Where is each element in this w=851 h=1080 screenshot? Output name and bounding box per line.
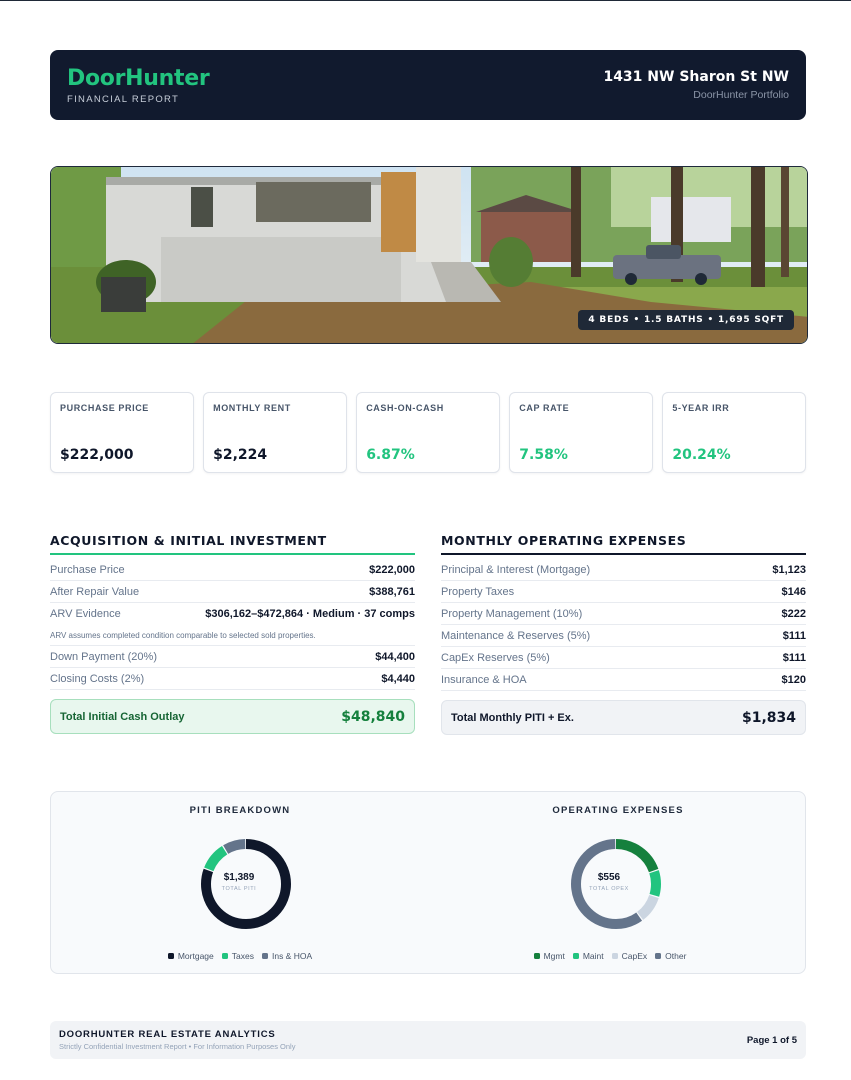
row-label: Property Management (10%) — [441, 607, 583, 620]
legend-item — [222, 951, 254, 961]
portfolio-name: DoorHunter Portfolio — [693, 89, 789, 101]
row-label: Principal & Interest (Mortgage) — [441, 563, 591, 576]
opex-donut — [568, 836, 664, 932]
arv-note: ARV assumes completed condition comparable to selected sold properties. — [50, 625, 415, 646]
report-footer — [50, 1021, 806, 1059]
metric-value: $222,000 — [60, 447, 134, 463]
legend-swatch — [573, 953, 579, 959]
row-value: $111 — [782, 651, 806, 664]
row-label: After Repair Value — [50, 585, 140, 598]
top-border — [0, 0, 851, 1]
table-row — [50, 603, 415, 625]
row-label: CapEx Reserves (5%) — [441, 651, 550, 664]
metric-card-cash-on-cash — [356, 392, 500, 473]
property-photo — [50, 166, 808, 344]
chart-legend — [421, 951, 799, 961]
legend-label: Maint — [582, 951, 604, 961]
total-label: Total Initial Cash Outlay — [60, 710, 185, 723]
legend-label: CapEx — [621, 951, 648, 961]
expenses-section — [441, 533, 806, 735]
row-label: Maintenance & Reserves (5%) — [441, 629, 591, 642]
row-value: $222 — [781, 607, 806, 620]
report-header — [50, 50, 806, 120]
legend-label: Mortgage — [177, 951, 214, 961]
row-label: Insurance & HOA — [441, 673, 527, 686]
donut-center-label: TOTAL OPEX — [589, 886, 629, 892]
property-address: 1431 NW Sharon St NW — [603, 69, 789, 85]
table-row — [50, 559, 415, 581]
legend-label: Other — [665, 951, 687, 961]
legend-label: Mgmt — [543, 951, 565, 961]
footer-disclaimer: Strictly Confidential Investment Report • For Information Purposes Only — [59, 1042, 296, 1051]
total-monthly-expenses — [441, 700, 806, 735]
row-value: $120 — [781, 673, 806, 686]
legend-item — [655, 951, 686, 961]
metric-label: 5-YEAR IRR — [672, 403, 730, 413]
legend-item — [262, 951, 312, 961]
property-specs-badge: 4 BEDS • 1.5 BATHS • 1,695 SQFT — [578, 310, 794, 330]
table-row — [441, 647, 806, 669]
total-cash-outlay — [50, 699, 415, 734]
metric-card-purchase-price — [50, 392, 194, 473]
donut-center-value: $1,389 — [223, 872, 255, 883]
row-value: $111 — [782, 629, 806, 642]
section-title: ACQUISITION & INITIAL INVESTMENT — [50, 533, 415, 555]
total-label: Total Monthly PITI + Ex. — [451, 711, 574, 724]
row-value: $1,123 — [772, 563, 806, 576]
legend-swatch — [262, 953, 268, 959]
donut-center-value: $556 — [597, 872, 621, 883]
legend-item — [168, 951, 214, 961]
report-type: FINANCIAL REPORT — [67, 93, 180, 105]
row-label: Closing Costs (2%) — [50, 672, 145, 685]
legend-item — [612, 951, 648, 961]
donut-center-label: TOTAL PITI — [221, 886, 257, 892]
table-row — [50, 581, 415, 603]
row-value: $388,761 — [369, 585, 415, 598]
opex-chart — [429, 792, 807, 975]
metric-value: 20.24% — [672, 447, 731, 463]
metric-label: CASH-ON-CASH — [366, 403, 444, 413]
legend-swatch — [655, 953, 661, 959]
legend-label: Ins & HOA — [271, 951, 313, 961]
charts-panel — [50, 791, 806, 974]
metric-label: PURCHASE PRICE — [60, 403, 149, 413]
row-label: Purchase Price — [50, 563, 125, 576]
metric-value: 6.87% — [366, 447, 415, 463]
total-value: $48,840 — [341, 708, 405, 725]
table-row — [441, 581, 806, 603]
piti-donut — [198, 836, 294, 932]
legend-swatch — [612, 953, 618, 959]
row-value: $306,162–$472,864 · Medium · 37 comps — [205, 608, 415, 620]
legend-swatch — [222, 953, 228, 959]
brand-logo: DoorHunter — [67, 65, 210, 91]
footer-title: DOORHUNTER REAL ESTATE ANALYTICS — [59, 1029, 276, 1040]
acquisition-section — [50, 533, 415, 734]
row-label: Down Payment (20%) — [50, 650, 157, 663]
section-title: MONTHLY OPERATING EXPENSES — [441, 533, 806, 555]
row-value: $44,400 — [375, 650, 415, 663]
legend-swatch — [168, 953, 174, 959]
table-row — [441, 559, 806, 581]
row-label: Property Taxes — [441, 585, 515, 598]
metric-value: $2,224 — [213, 447, 268, 463]
table-row — [50, 646, 415, 668]
total-value: $1,834 — [741, 709, 796, 726]
metric-label: MONTHLY RENT — [213, 403, 291, 413]
metric-card-irr — [662, 392, 806, 473]
row-value: $146 — [781, 585, 806, 598]
metric-label: CAP RATE — [519, 403, 570, 413]
chart-legend — [51, 951, 429, 961]
table-row — [441, 625, 806, 647]
page-number: Page 1 of 5 — [746, 1034, 797, 1046]
metric-value: 7.58% — [519, 447, 568, 463]
key-metrics — [50, 392, 806, 473]
table-row — [50, 668, 415, 690]
legend-swatch — [534, 953, 540, 959]
table-row — [441, 603, 806, 625]
row-label: ARV Evidence — [50, 608, 121, 620]
legend-item — [573, 951, 604, 961]
legend-item — [534, 951, 565, 961]
piti-chart — [51, 792, 429, 975]
row-value: $222,000 — [369, 563, 415, 576]
row-value: $4,440 — [381, 672, 415, 685]
chart-title: PITI BREAKDOWN — [189, 805, 291, 816]
metric-card-cap-rate — [509, 392, 653, 473]
table-row — [441, 669, 806, 691]
metric-card-monthly-rent — [203, 392, 347, 473]
chart-title: OPERATING EXPENSES — [552, 805, 684, 816]
legend-label: Taxes — [231, 951, 254, 961]
